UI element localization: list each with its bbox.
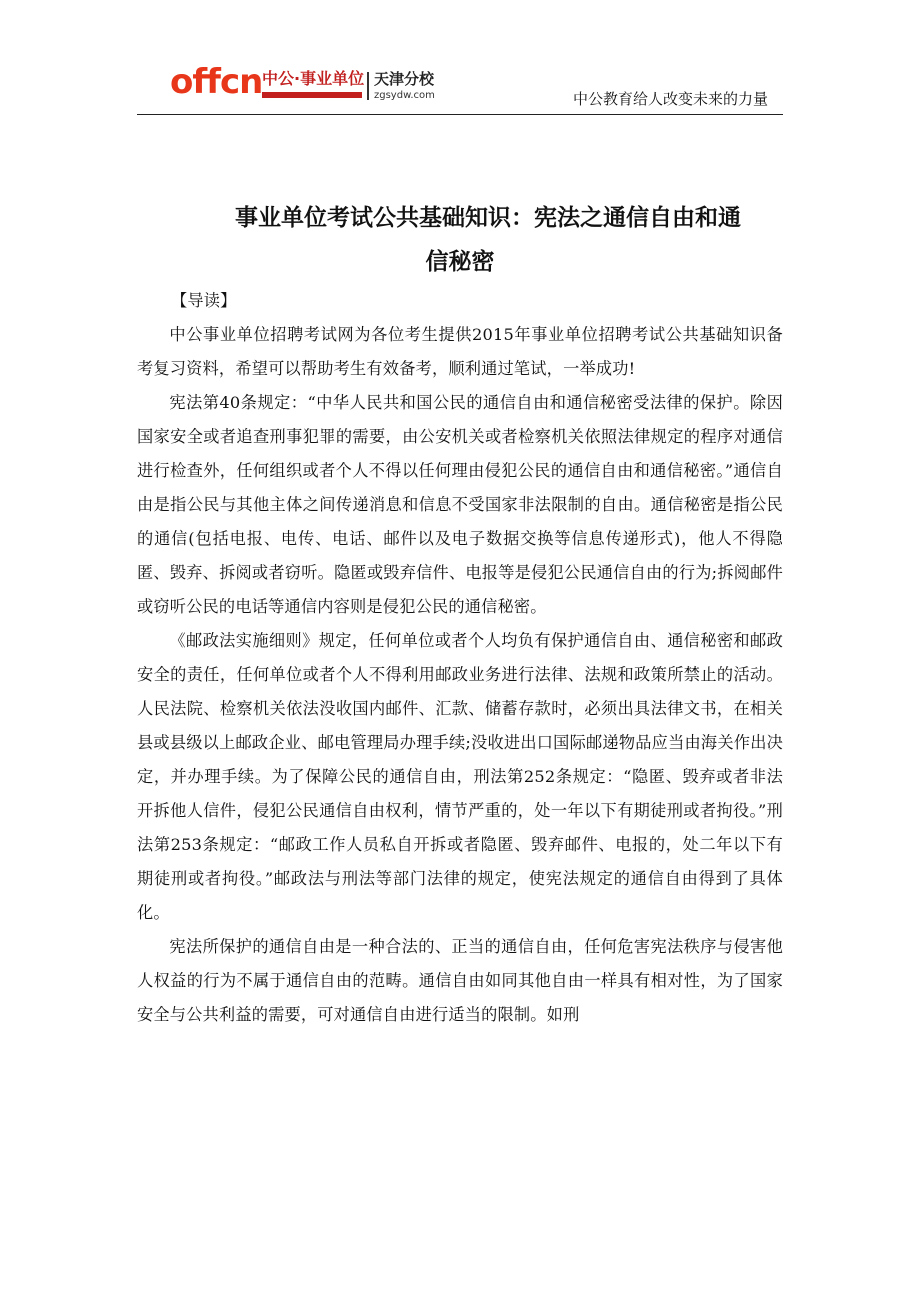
paragraph-constitution-article-40: 宪法第40条规定：“中华人民共和国公民的通信自由和通信秘密受法律的保护。除因国家安全或者追查刑事犯罪的需要，由公安机关或者检察机关依照法律规定的程序对通信进行检查外，任何组织或者个人不得以任何理由侵犯公民的通信自由和通信秘密。”通信自由是指公民与其他主体之间传递消息和信息不受国家非法限制的自由。通信秘密是指公民的通信(包括电报、电传、电话、邮件以及电子数据交换等信息传递形式)，他人不得隐匿、毁弃、拆阅或者窃听。隐匿或毁弃信件、电报等是侵犯公民通信自由的行为;拆阅邮件或窃听公民的电话等通信内容则是侵犯公民的通信秘密。 [137, 393, 783, 616]
paragraph-freedom-limits: 宪法所保护的通信自由是一种合法的、正当的通信自由，任何危害宪法秩序与侵害他人权益的行为不属于通信自由的范畴。通信自由如同其他自由一样具有相对性，为了国家安全与公共利益的需要，可对通信自由进行适当的限制。如刑 [137, 937, 783, 1024]
paragraph-intro: 中公事业单位招聘考试网为各位考生提供2015年事业单位招聘考试公共基础知识备考复习资料，希望可以帮助考生有效备考，顺利通过笔试，一举成功! [137, 325, 783, 378]
header-divider [137, 114, 783, 115]
paragraph-postal-law: 《邮政法实施细则》规定，任何单位或者个人均负有保护通信自由、通信秘密和邮政安全的责任，任何单位或者个人不得利用邮政业务进行法律、法规和政策所禁止的活动。人民法院、检察机关依法没收国内邮件、汇款、储蓄存款时，必须出具法律文书，在相关县或县级以上邮政企业、邮电管理局办理手续;没收进出口国际邮递物品应当由海关作出决定，并办理手续。为了保障公民的通信自由，刑法第252条规定：“隐匿、毁弃或者非法开拆他人信件，侵犯公民通信自由权利，情节严重的，处一年以下有期徒刑或者拘役。”刑法第253条规定：“邮政工作人员私自开拆或者隐匿、毁弃邮件、电报的，处二年以下有期徒刑或者拘役。”邮政法与刑法等部门法律的规定，使宪法规定的通信自由得到了具体化。 [137, 631, 783, 922]
title-line-2: 信秘密 [425, 249, 495, 275]
header-slogan: 中公教育给人改变未来的力量 [572, 90, 768, 108]
logo-divider [367, 72, 369, 100]
logo-wordmark: offcn [170, 62, 263, 102]
logo-red-bar [262, 92, 362, 98]
offcn-logo [170, 62, 450, 112]
title-line-1: 事业单位考试公共基础知识：宪法之通信自由和通 [235, 205, 741, 231]
lead-label: 【导读】 [171, 291, 237, 310]
logo-domain: zgsydw.com [374, 90, 435, 101]
article-title [137, 196, 783, 284]
page-header [0, 0, 920, 118]
article-body [137, 284, 783, 1032]
logo-branch-name: 天津分校 [374, 70, 435, 88]
logo-brand-name: 中公·事业单位 [262, 69, 365, 88]
